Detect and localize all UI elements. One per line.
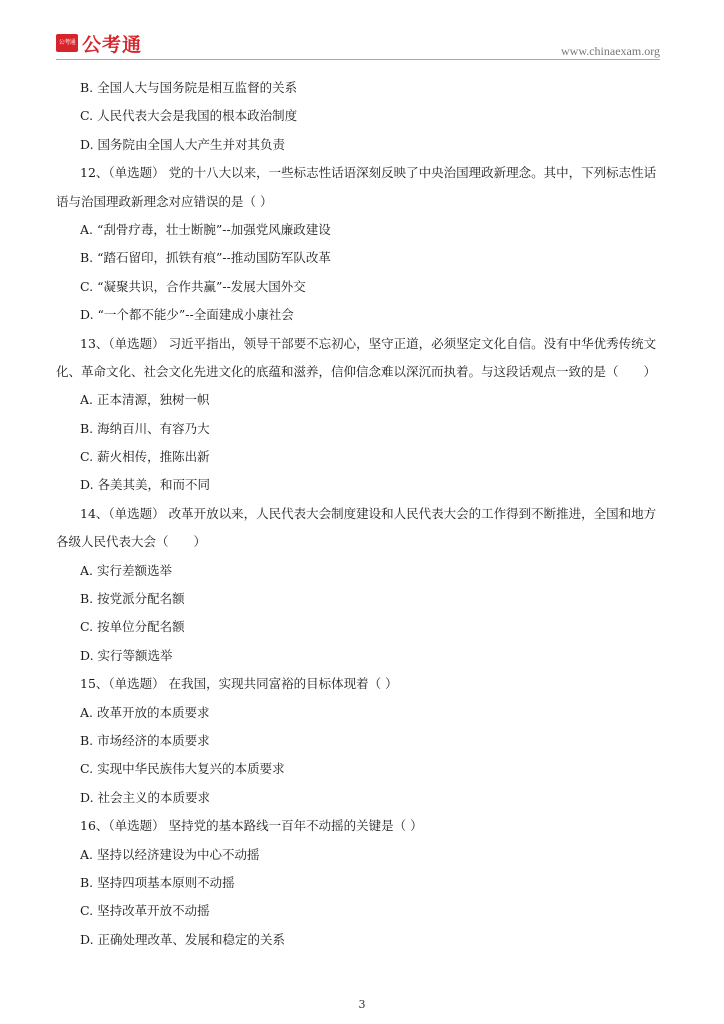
question-stem: 13、（单选题） 习近平指出，领导干部要不忘初心，坚守正道，必须坚定文化自信。没有中华优秀传统文 <box>80 335 657 351</box>
answer-option: D. 实行等额选举 <box>80 647 173 663</box>
answer-option: D. 各美其美，和而不同 <box>80 477 211 493</box>
question-stem: 16、（单选题） 坚持党的基本路线一百年不动摇的关键是（ ） <box>80 818 423 834</box>
question-content <box>56 74 672 954</box>
answer-option: B. 按党派分配名额 <box>80 591 185 607</box>
question-stem-continued: 各级人民代表大会（ ） <box>56 534 207 550</box>
answer-option: B. “踏石留印，抓铁有痕”--推动国防军队改革 <box>80 250 331 266</box>
answer-option: C. 坚持改革开放不动摇 <box>80 903 210 919</box>
page-header <box>0 0 724 62</box>
answer-option: A. 坚持以经济建设为中心不动摇 <box>80 846 260 862</box>
answer-option: A. 正本清源，独树一帜 <box>80 392 210 408</box>
answer-option: B. 市场经济的本质要求 <box>80 732 210 748</box>
answer-option: D. 正确处理改革、发展和稳定的关系 <box>80 931 286 947</box>
logo-text: 公考通 <box>82 34 143 56</box>
logo-icon: 公考通 <box>56 34 78 52</box>
question-stem: 12、（单选题） 党的十八大以来，一些标志性话语深刻反映了中央治国理政新理念。其中，下列标志性话 <box>80 165 657 181</box>
answer-option: C. 按单位分配名额 <box>80 619 185 635</box>
header-divider <box>56 59 660 60</box>
answer-option: D. 社会主义的本质要求 <box>80 789 211 805</box>
answer-option: A. 实行差额选举 <box>80 562 172 578</box>
question-stem: 14、（单选题） 改革开放以来，人民代表大会制度建设和人民代表大会的工作得到不断推进，全国和地方 <box>80 505 657 521</box>
question-stem: 15、（单选题） 在我国，实现共同富裕的目标体现着（ ） <box>80 676 398 692</box>
answer-option: B. 坚持四项基本原则不动摇 <box>80 874 235 890</box>
answer-option: D. 国务院由全国人大产生并对其负责 <box>80 136 286 152</box>
answer-option: C. 薪火相传，推陈出新 <box>80 449 210 465</box>
answer-option: A. “刮骨疗毒，壮士断腕”--加强党风廉政建设 <box>80 221 331 237</box>
answer-option: C. 人民代表大会是我国的根本政治制度 <box>80 108 298 124</box>
site-url[interactable]: www.chinaexam.org <box>561 44 660 58</box>
answer-option: C. 实现中华民族伟大复兴的本质要求 <box>80 761 285 777</box>
question-stem-continued: 化、革命文化、社会文化先进文化的底蕴和滋养，信仰信念难以深沉而执着。与这段话观点一致的是（ ） <box>56 363 657 379</box>
answer-option: C. “凝聚共识，合作共赢”--发展大国外交 <box>80 278 306 294</box>
answer-option: B. 全国人大与国务院是相互监督的关系 <box>80 80 298 95</box>
answer-option: B. 海纳百川、有容乃大 <box>80 420 210 436</box>
page-number: 3 <box>358 998 366 1011</box>
question-stem-continued: 语与治国理政新理念对应错误的是（ ） <box>56 193 273 209</box>
answer-option: D. “一个都不能少”--全面建成小康社会 <box>80 307 294 323</box>
answer-option: A. 改革开放的本质要求 <box>80 704 210 720</box>
